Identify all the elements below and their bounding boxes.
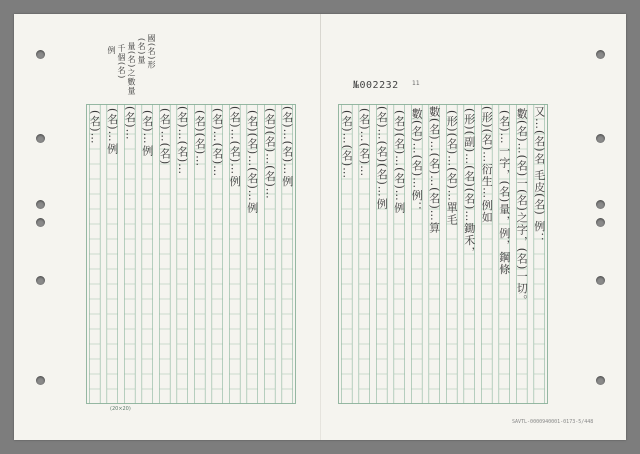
binder-hole [596,50,605,59]
binder-hole [36,376,45,385]
handwritten-column: (名)(名)…(名)…例 [392,110,406,214]
binder-hole [36,218,45,227]
archive-identifier: SAVTL-0000940001-0173-5/448 [512,419,594,425]
binder-hole [36,50,45,59]
page-format-code: (20×20) [110,406,131,412]
handwritten-column: (形)(名)…(名)…單毛 [445,110,459,226]
handwritten-column: (名)…(名)… [340,110,354,180]
handwritten-column: (形)(名)…衍生…例如 [480,106,494,224]
center-fold [320,14,321,440]
serial-small-mark: 11 [412,80,420,87]
handwritten-column: (名)…(名)… [210,108,224,178]
handwritten-column: (名)…一字，(名)量，例，鋼條 [497,110,511,276]
handwritten-column: (名)… [88,110,102,145]
handwritten-column: (形)(副)…(名)(名)…鋤禾， [462,108,476,259]
handwritten-column: (名)…例 [105,108,119,155]
handwritten-column: (名)…例 [140,110,154,157]
margin-note: 例 [107,46,116,55]
margin-note: 量(名)之數量 [127,42,136,96]
binder-hole [596,200,605,209]
binder-hole [596,376,605,385]
handwritten-column: (名)… [123,106,137,141]
binder-hole [596,218,605,227]
binder-hole [36,134,45,143]
handwritten-column: 又…(名)名 毛皮(名) 例： [532,106,546,245]
handwritten-column: 數(名)…(名)一(名)之字，(名)一切。 [515,108,529,307]
binder-hole [36,276,45,285]
handwritten-column: (名)…(名)(名)…例 [375,106,389,210]
handwritten-column: 數(名)…(名)…(名)…算 [427,106,441,234]
handwritten-column: 數(名)…(名)…例： [410,108,424,214]
handwritten-column: (名)(名)… [193,110,207,168]
handwritten-column: (名)(名)…(名)… [263,108,277,200]
handwritten-column: (名)…(名)…例 [228,106,242,188]
handwritten-column: (名)(名)…(名)…例 [245,110,259,214]
serial-number: №002232 [353,80,399,91]
handwritten-column: (名)…(名)… [357,108,371,178]
handwritten-column: (名)…(名)… [175,106,189,176]
binder-hole [36,200,45,209]
margin-note: 千個(名) [117,44,126,80]
margin-note: 國(名)形 [147,34,156,70]
handwritten-column: (名)…(名)…例 [280,106,294,188]
binder-hole [596,134,605,143]
handwritten-column: (名)…(名) [158,108,172,166]
margin-note: (名)量 [137,38,146,65]
binder-hole [596,276,605,285]
manuscript-sheet [14,14,626,440]
